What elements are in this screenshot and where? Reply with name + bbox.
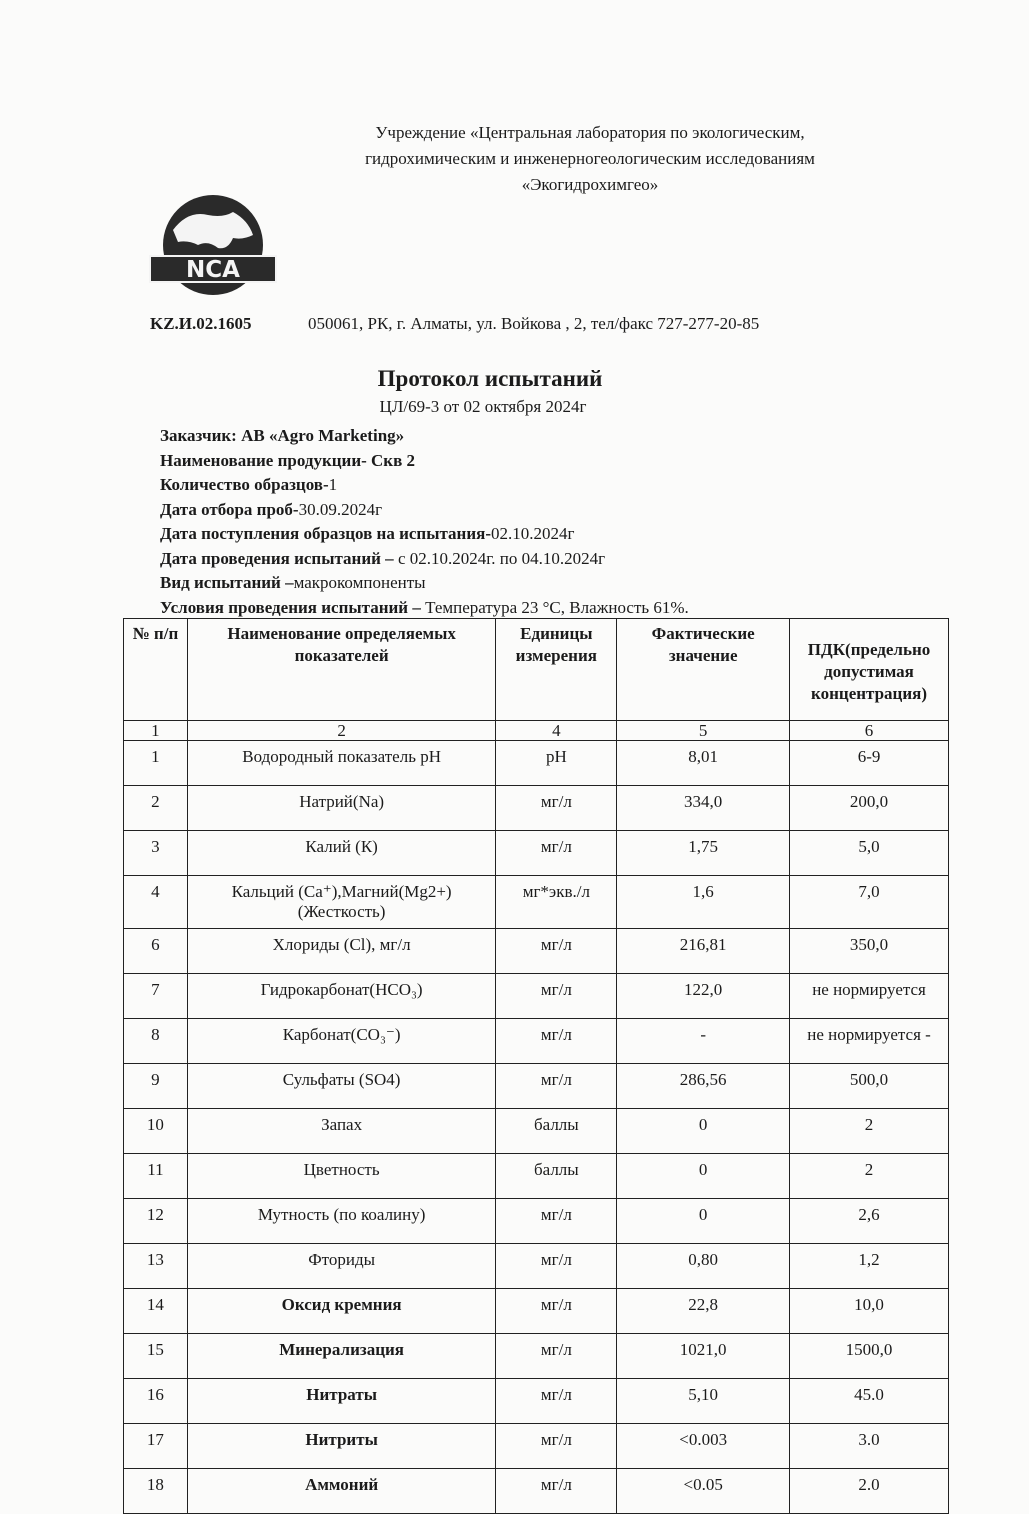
cell-actual: 286,56	[617, 1064, 790, 1109]
cell-name: Запах	[187, 1109, 496, 1154]
cell-actual: 0,80	[617, 1244, 790, 1289]
cell-name: Хлориды (Cl), мг/л	[187, 929, 496, 974]
cell-name: Нитриты	[187, 1424, 496, 1469]
cell-n: 4	[124, 876, 188, 929]
meta-line: Дата проведения испытаний – с 02.10.2024г. по 04.10.2024г	[160, 548, 606, 568]
table-row	[124, 1019, 949, 1064]
cell-pdk: не нормируется -	[790, 1019, 949, 1064]
cell-pdk: 45.0	[790, 1379, 949, 1424]
cell-actual: 5,10	[617, 1379, 790, 1424]
protocol-title: Протокол испытаний	[377, 366, 603, 391]
cell-actual: 122,0	[617, 974, 790, 1019]
cell-unit: мг/л	[496, 1064, 617, 1109]
cell-n: 8	[124, 1019, 188, 1064]
cell-n: 17	[124, 1424, 188, 1469]
cell-pdk: 2	[790, 1109, 949, 1154]
cell-actual: 334,0	[617, 786, 790, 831]
cell-pdk: 10,0	[790, 1289, 949, 1334]
table-row	[124, 1109, 949, 1154]
svg-text:NCA: NCA	[186, 257, 240, 283]
cell-name: Карбонат(CO₃⁻)	[187, 1019, 496, 1064]
header-pdk: ПДК(предельно допустимая концентрация)	[790, 619, 949, 721]
lab-address: 050061, РК, г. Алматы, ул. Войкова , 2, тел/факс 727-277-20-85	[308, 314, 760, 333]
cell-name: Гидрокарбонат(HCO₃)	[187, 974, 496, 1019]
cell-unit: мг/л	[496, 1379, 617, 1424]
cell-actual: 0	[617, 1109, 790, 1154]
cell-unit: мг/л	[496, 1019, 617, 1064]
protocol-meta	[160, 424, 689, 620]
cell-n: 18	[124, 1469, 188, 1514]
cell-n: 16	[124, 1379, 188, 1424]
cell-n: 12	[124, 1199, 188, 1244]
cell-actual: -	[617, 1019, 790, 1064]
table-row	[124, 1199, 949, 1244]
cell-unit: мг/л	[496, 786, 617, 831]
cell-pdk: 6-9	[790, 741, 949, 786]
cell-name: Сульфаты (SO4)	[187, 1064, 496, 1109]
meta-line: Количество образцов-1	[160, 475, 338, 494]
cell-actual: 1,75	[617, 831, 790, 876]
cell-n: 3	[124, 831, 188, 876]
meta-line: Вид испытаний –макрокомпоненты	[160, 573, 426, 592]
cell-name: Минерализация	[187, 1334, 496, 1379]
cell-pdk: не нормируется	[790, 974, 949, 1019]
column-number: 1	[124, 721, 188, 741]
cell-actual: 0	[617, 1199, 790, 1244]
cell-pdk: 3.0	[790, 1424, 949, 1469]
cell-pdk: 7,0	[790, 876, 949, 929]
cell-unit: мг/л	[496, 1199, 617, 1244]
cell-name: Мутность (по коалину)	[187, 1199, 496, 1244]
meta-line: Наименование продукции- Скв 2	[160, 450, 416, 470]
table-row	[124, 831, 949, 876]
header-unit: Единицы измерения	[496, 619, 617, 721]
cell-n: 6	[124, 929, 188, 974]
cell-n: 1	[124, 741, 188, 786]
cell-name: Нитраты	[187, 1379, 496, 1424]
cell-n: 9	[124, 1064, 188, 1109]
column-number: 6	[790, 721, 949, 741]
protocol-number: ЦЛ/69-3 от 02 октября 2024г	[379, 397, 587, 416]
table-row	[124, 1244, 949, 1289]
cell-name: Водородный показатель рН	[187, 741, 496, 786]
cell-pdk: 350,0	[790, 929, 949, 974]
table-row	[124, 1289, 949, 1334]
cell-name: Оксид кремния	[187, 1289, 496, 1334]
column-number: 4	[496, 721, 617, 741]
cell-n: 14	[124, 1289, 188, 1334]
cell-unit: мг/л	[496, 1469, 617, 1514]
cell-unit: мг/л	[496, 929, 617, 974]
cell-n: 13	[124, 1244, 188, 1289]
header-num: № п/п	[124, 619, 188, 721]
table-row	[124, 1469, 949, 1514]
cell-actual: <0.05	[617, 1469, 790, 1514]
header-actual: Фактические значение	[617, 619, 790, 721]
cell-unit: баллы	[496, 1154, 617, 1199]
cell-name: Фториды	[187, 1244, 496, 1289]
column-number: 2	[187, 721, 496, 741]
table-row	[124, 876, 949, 929]
cell-n: 15	[124, 1334, 188, 1379]
cell-unit: мг/л	[496, 974, 617, 1019]
nca-logo-icon	[148, 190, 278, 305]
cell-actual: 22,8	[617, 1289, 790, 1334]
cell-unit: pH	[496, 741, 617, 786]
cell-name: Натрий(Na)	[187, 786, 496, 831]
cell-pdk: 5,0	[790, 831, 949, 876]
cell-unit: мг/л	[496, 1244, 617, 1289]
cell-name: Аммоний	[187, 1469, 496, 1514]
cell-unit: баллы	[496, 1109, 617, 1154]
meta-line: Условия проведения испытаний – Температура 23 °С, Влажность 61%.	[160, 597, 689, 617]
table-row	[124, 1334, 949, 1379]
table-row	[124, 1064, 949, 1109]
cell-name: Калий (К)	[187, 831, 496, 876]
results-table	[123, 618, 949, 1514]
cell-pdk: 2.0	[790, 1469, 949, 1514]
cell-name: Кальций (Ca⁺),Магний(Mg2+)(Жесткость)	[187, 876, 496, 929]
cell-n: 11	[124, 1154, 188, 1199]
cell-actual: 8,01	[617, 741, 790, 786]
cell-pdk: 2	[790, 1154, 949, 1199]
cell-pdk: 500,0	[790, 1064, 949, 1109]
registration-code: KZ.И.02.1605	[150, 314, 252, 333]
cell-n: 7	[124, 974, 188, 1019]
header-name: Наименование определяемых показателей	[187, 619, 496, 721]
table-row	[124, 741, 949, 786]
table-row	[124, 1379, 949, 1424]
organization-header	[250, 120, 930, 198]
cell-actual: 0	[617, 1154, 790, 1199]
cell-actual: 1021,0	[617, 1334, 790, 1379]
table-row	[124, 974, 949, 1019]
cell-unit: мг/л	[496, 1334, 617, 1379]
cell-pdk: 2,6	[790, 1199, 949, 1244]
cell-actual: 216,81	[617, 929, 790, 974]
table-row	[124, 1424, 949, 1469]
cell-unit: мг*экв./л	[496, 876, 617, 929]
cell-unit: мг/л	[496, 831, 617, 876]
table-header-row	[124, 619, 949, 721]
cell-pdk: 1,2	[790, 1244, 949, 1289]
cell-pdk: 1500,0	[790, 1334, 949, 1379]
org-line: «Экогидрохимгео»	[521, 175, 659, 194]
meta-line: Дата поступления образцов на испытания-02.10.2024г	[160, 524, 575, 543]
org-line: Учреждение «Центральная лаборатория по экологическим,	[375, 123, 805, 142]
cell-unit: мг/л	[496, 1424, 617, 1469]
cell-pdk: 200,0	[790, 786, 949, 831]
meta-line: Дата отбора проб-30.09.2024г	[160, 499, 383, 519]
org-line: гидрохимическим и инженерногеологическим исследованиям	[365, 149, 815, 168]
meta-line: Заказчик: АВ «Agro Marketing»	[160, 426, 405, 445]
cell-actual: 1,6	[617, 876, 790, 929]
column-number: 5	[617, 721, 790, 741]
cell-actual: <0.003	[617, 1424, 790, 1469]
table-row	[124, 786, 949, 831]
table-row	[124, 929, 949, 974]
cell-unit: мг/л	[496, 1289, 617, 1334]
column-number-row	[124, 721, 949, 741]
table-row	[124, 1154, 949, 1199]
cell-name: Цветность	[187, 1154, 496, 1199]
cell-n: 2	[124, 786, 188, 831]
cell-n: 10	[124, 1109, 188, 1154]
